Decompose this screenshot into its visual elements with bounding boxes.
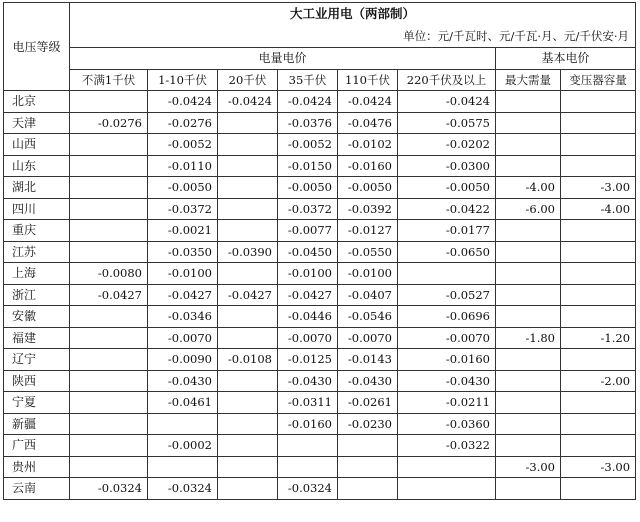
- table-row: [4, 112, 636, 134]
- value-cell: [561, 478, 636, 500]
- value-cell: [218, 392, 278, 414]
- column-header: 不满1千伏: [70, 69, 148, 91]
- title-row: [4, 3, 636, 26]
- value-cell: -0.0430: [278, 370, 338, 392]
- value-cell: [148, 456, 218, 478]
- value-cell: -0.0202: [398, 134, 496, 156]
- table-row: [4, 155, 636, 177]
- column-header: 220千伏及以上: [398, 69, 496, 91]
- column-header: 20千伏: [218, 69, 278, 91]
- value-cell: [496, 306, 561, 328]
- value-cell: -0.0021: [148, 220, 218, 242]
- value-cell: [218, 435, 278, 457]
- value-cell: [70, 177, 148, 199]
- province-cell: 上海: [4, 263, 70, 285]
- province-cell: 宁夏: [4, 392, 70, 414]
- value-cell: [278, 435, 338, 457]
- table-row: [4, 456, 636, 478]
- value-cell: -0.0372: [278, 198, 338, 220]
- value-cell: [70, 134, 148, 156]
- province-cell: 广西: [4, 435, 70, 457]
- value-cell: -0.0427: [278, 284, 338, 306]
- energy-price-group-header: 电量电价: [70, 48, 496, 70]
- basic-price-group-header: 基本电价: [496, 48, 636, 70]
- value-cell: -0.0070: [278, 327, 338, 349]
- value-cell: -0.0407: [338, 284, 398, 306]
- value-cell: [496, 241, 561, 263]
- value-cell: -0.0422: [398, 198, 496, 220]
- table-row: [4, 413, 636, 435]
- table-row: [4, 327, 636, 349]
- value-cell: -0.0346: [148, 306, 218, 328]
- table-row: [4, 284, 636, 306]
- value-cell: -4.00: [496, 177, 561, 199]
- value-cell: -0.0077: [278, 220, 338, 242]
- value-cell: -0.0430: [148, 370, 218, 392]
- value-cell: -0.0261: [338, 392, 398, 414]
- value-cell: [561, 91, 636, 113]
- column-header: 110千伏: [338, 69, 398, 91]
- value-cell: -0.0446: [278, 306, 338, 328]
- value-cell: [218, 177, 278, 199]
- value-cell: -0.0050: [338, 177, 398, 199]
- value-cell: -0.0177: [398, 220, 496, 242]
- value-cell: [70, 220, 148, 242]
- value-cell: [496, 413, 561, 435]
- table-row: [4, 263, 636, 285]
- value-cell: [70, 413, 148, 435]
- province-cell: 辽宁: [4, 349, 70, 371]
- value-cell: [70, 392, 148, 414]
- table-row: [4, 306, 636, 328]
- table-row: [4, 478, 636, 500]
- value-cell: [496, 91, 561, 113]
- value-cell: [218, 478, 278, 500]
- value-cell: -4.00: [561, 198, 636, 220]
- value-cell: [218, 456, 278, 478]
- value-cell: -0.0424: [218, 91, 278, 113]
- value-cell: [338, 478, 398, 500]
- table-row: [4, 134, 636, 156]
- value-cell: -1.80: [496, 327, 561, 349]
- column-header: 35千伏: [278, 69, 338, 91]
- column-header-row: [4, 69, 636, 91]
- value-cell: [496, 349, 561, 371]
- province-cell: 云南: [4, 478, 70, 500]
- table-row: [4, 370, 636, 392]
- value-cell: -0.0127: [338, 220, 398, 242]
- value-cell: -3.00: [496, 456, 561, 478]
- value-cell: [496, 392, 561, 414]
- unit-note: 单位：元/千瓦时、元/千瓦·月、元/千伏安·月: [70, 25, 636, 48]
- value-cell: -6.00: [496, 198, 561, 220]
- value-cell: -0.0527: [398, 284, 496, 306]
- value-cell: [561, 284, 636, 306]
- value-cell: [561, 349, 636, 371]
- value-cell: [561, 263, 636, 285]
- value-cell: [496, 435, 561, 457]
- column-header: 1-10千伏: [148, 69, 218, 91]
- value-cell: [561, 392, 636, 414]
- value-cell: -0.0070: [398, 327, 496, 349]
- value-cell: [561, 134, 636, 156]
- value-cell: [218, 370, 278, 392]
- value-cell: -0.0550: [338, 241, 398, 263]
- value-cell: -0.0276: [70, 112, 148, 134]
- value-cell: -0.0100: [148, 263, 218, 285]
- column-header: 变压器容量: [561, 69, 636, 91]
- value-cell: -0.0424: [398, 91, 496, 113]
- value-cell: [278, 456, 338, 478]
- value-cell: [218, 198, 278, 220]
- value-cell: [70, 435, 148, 457]
- value-cell: -0.0050: [148, 177, 218, 199]
- value-cell: -0.0430: [338, 370, 398, 392]
- province-cell: 北京: [4, 91, 70, 113]
- value-cell: -3.00: [561, 456, 636, 478]
- value-cell: [338, 435, 398, 457]
- province-cell: 天津: [4, 112, 70, 134]
- value-cell: -0.0160: [398, 349, 496, 371]
- value-cell: [561, 241, 636, 263]
- value-cell: -0.0450: [278, 241, 338, 263]
- value-cell: [218, 263, 278, 285]
- value-cell: -0.0392: [338, 198, 398, 220]
- table-row: [4, 91, 636, 113]
- column-header: 最大需量: [496, 69, 561, 91]
- value-cell: -0.0372: [148, 198, 218, 220]
- value-cell: -0.0125: [278, 349, 338, 371]
- value-cell: [218, 112, 278, 134]
- province-cell: 安徽: [4, 306, 70, 328]
- value-cell: -0.0100: [278, 263, 338, 285]
- value-cell: [496, 112, 561, 134]
- value-cell: [496, 370, 561, 392]
- value-cell: -0.0424: [148, 91, 218, 113]
- value-cell: -3.00: [561, 177, 636, 199]
- value-cell: -0.0360: [398, 413, 496, 435]
- value-cell: [218, 306, 278, 328]
- value-cell: [496, 284, 561, 306]
- value-cell: [561, 220, 636, 242]
- value-cell: -0.0211: [398, 392, 496, 414]
- province-cell: 陕西: [4, 370, 70, 392]
- value-cell: [398, 456, 496, 478]
- value-cell: -0.0324: [278, 478, 338, 500]
- province-cell: 湖北: [4, 177, 70, 199]
- table-title: 大工业用电（两部制）: [70, 3, 636, 26]
- value-cell: -0.0461: [148, 392, 218, 414]
- value-cell: [218, 413, 278, 435]
- value-cell: -0.0230: [338, 413, 398, 435]
- unit-row: [4, 25, 636, 48]
- value-cell: -0.0160: [278, 413, 338, 435]
- province-cell: 山西: [4, 134, 70, 156]
- value-cell: [398, 263, 496, 285]
- table-row: [4, 241, 636, 263]
- value-cell: [70, 241, 148, 263]
- value-cell: [496, 220, 561, 242]
- province-cell: 山东: [4, 155, 70, 177]
- value-cell: [561, 413, 636, 435]
- value-cell: -0.0376: [278, 112, 338, 134]
- value-cell: [496, 478, 561, 500]
- table-row: [4, 177, 636, 199]
- province-cell: 浙江: [4, 284, 70, 306]
- province-cell: 四川: [4, 198, 70, 220]
- value-cell: -0.0050: [398, 177, 496, 199]
- value-cell: [70, 306, 148, 328]
- value-cell: [148, 413, 218, 435]
- value-cell: [561, 112, 636, 134]
- value-cell: [218, 155, 278, 177]
- value-cell: [496, 263, 561, 285]
- value-cell: -1.20: [561, 327, 636, 349]
- value-cell: -0.0070: [338, 327, 398, 349]
- value-cell: [218, 134, 278, 156]
- value-cell: -0.0424: [278, 91, 338, 113]
- value-cell: -0.0322: [398, 435, 496, 457]
- value-cell: [496, 155, 561, 177]
- value-cell: [70, 370, 148, 392]
- province-cell: 重庆: [4, 220, 70, 242]
- value-cell: -0.0324: [70, 478, 148, 500]
- value-cell: [70, 198, 148, 220]
- group-header-row: [4, 48, 636, 70]
- value-cell: [338, 456, 398, 478]
- province-cell: 贵州: [4, 456, 70, 478]
- value-cell: -0.0052: [148, 134, 218, 156]
- value-cell: [496, 134, 561, 156]
- value-cell: -0.0143: [338, 349, 398, 371]
- value-cell: -0.0002: [148, 435, 218, 457]
- value-cell: -0.0546: [338, 306, 398, 328]
- value-cell: -0.0080: [70, 263, 148, 285]
- value-cell: -0.0100: [338, 263, 398, 285]
- value-cell: -0.0350: [148, 241, 218, 263]
- value-cell: [70, 155, 148, 177]
- value-cell: -0.0696: [398, 306, 496, 328]
- value-cell: [70, 349, 148, 371]
- value-cell: -0.0430: [398, 370, 496, 392]
- province-cell: 新疆: [4, 413, 70, 435]
- voltage-level-header: 电压等级: [4, 3, 70, 91]
- value-cell: [398, 478, 496, 500]
- value-cell: -0.0427: [148, 284, 218, 306]
- value-cell: -0.0390: [218, 241, 278, 263]
- value-cell: -0.0424: [338, 91, 398, 113]
- value-cell: -0.0300: [398, 155, 496, 177]
- province-cell: 福建: [4, 327, 70, 349]
- value-cell: [561, 155, 636, 177]
- province-cell: 江苏: [4, 241, 70, 263]
- value-cell: -0.0476: [338, 112, 398, 134]
- value-cell: -0.0427: [70, 284, 148, 306]
- value-cell: [561, 306, 636, 328]
- value-cell: -0.0110: [148, 155, 218, 177]
- value-cell: -0.0052: [278, 134, 338, 156]
- table-row: [4, 220, 636, 242]
- value-cell: -0.0427: [218, 284, 278, 306]
- value-cell: -0.0150: [278, 155, 338, 177]
- table-row: [4, 435, 636, 457]
- value-cell: -0.0650: [398, 241, 496, 263]
- value-cell: -0.0050: [278, 177, 338, 199]
- tariff-table: [3, 2, 636, 500]
- value-cell: [218, 327, 278, 349]
- value-cell: -0.0160: [338, 155, 398, 177]
- value-cell: -0.0575: [398, 112, 496, 134]
- table-row: [4, 198, 636, 220]
- value-cell: [218, 220, 278, 242]
- value-cell: [70, 91, 148, 113]
- value-cell: -0.0090: [148, 349, 218, 371]
- value-cell: -0.0324: [148, 478, 218, 500]
- value-cell: -0.0102: [338, 134, 398, 156]
- value-cell: -2.00: [561, 370, 636, 392]
- value-cell: -0.0108: [218, 349, 278, 371]
- value-cell: -0.0311: [278, 392, 338, 414]
- value-cell: [561, 435, 636, 457]
- value-cell: -0.0276: [148, 112, 218, 134]
- value-cell: [70, 456, 148, 478]
- table-row: [4, 349, 636, 371]
- value-cell: -0.0070: [148, 327, 218, 349]
- value-cell: [70, 327, 148, 349]
- table-row: [4, 392, 636, 414]
